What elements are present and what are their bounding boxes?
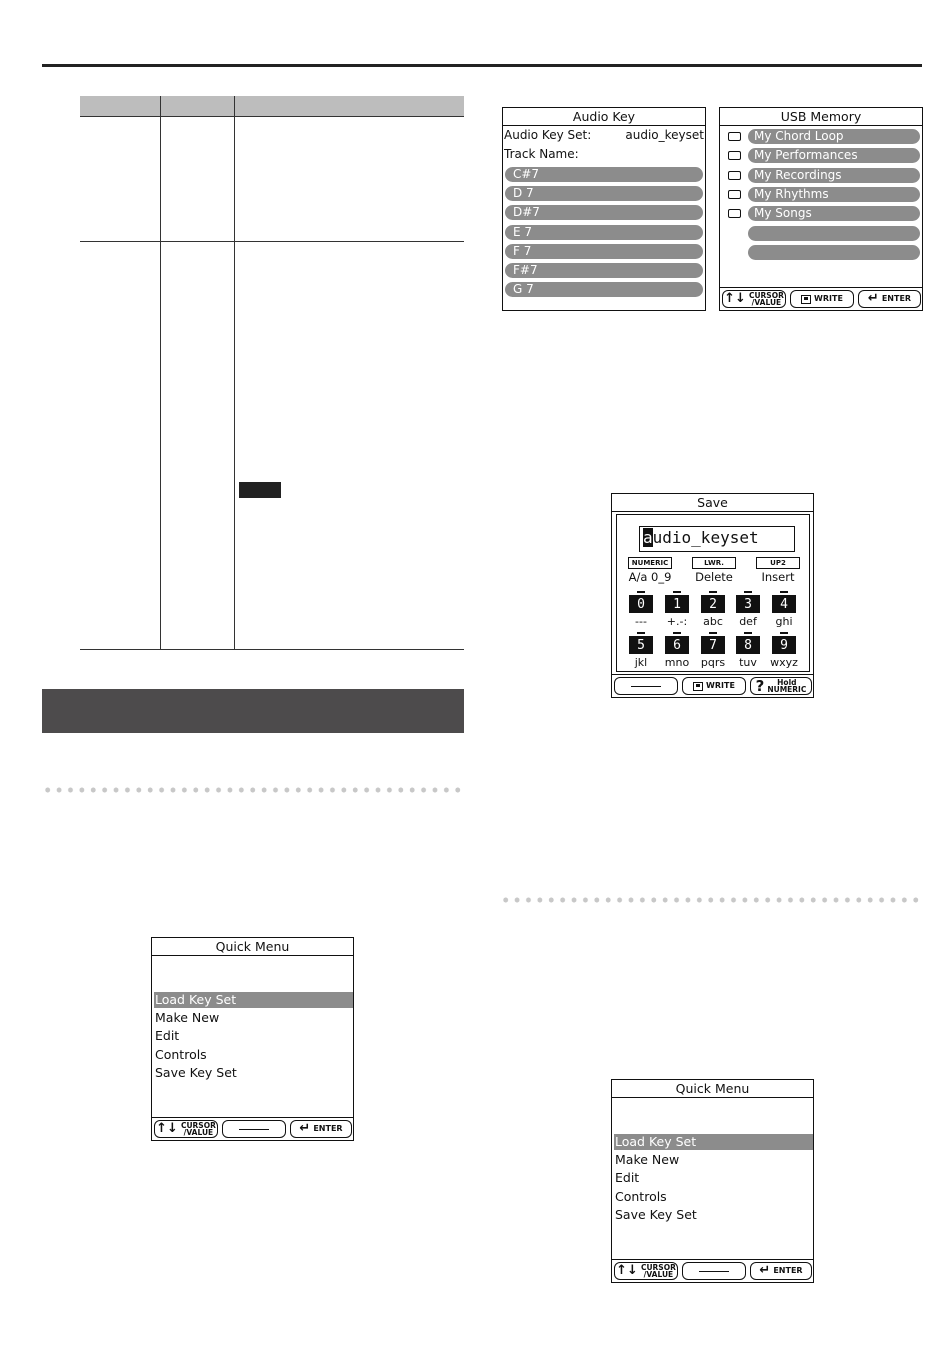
button-label: ENTER — [881, 294, 912, 303]
name-text: udio_keyset — [652, 528, 759, 547]
blank-button[interactable] — [682, 1262, 746, 1280]
blank-button[interactable] — [614, 677, 678, 695]
track-name-label: Track Name: — [504, 147, 579, 161]
number-key[interactable]: 6 — [665, 636, 689, 654]
folder-row[interactable] — [748, 245, 920, 260]
quick-menu-screen — [611, 1079, 814, 1283]
quick-menu-item[interactable]: Make New — [615, 1152, 680, 1168]
help-icon: ? — [755, 677, 765, 695]
quick-menu-item[interactable]: Load Key Set — [614, 1134, 813, 1150]
number-key[interactable]: 5 — [629, 636, 653, 654]
up-down-arrows-icon: ↑↓ — [616, 1263, 638, 1278]
edit-tag[interactable]: NUMERIC — [628, 557, 672, 569]
enter-icon: ↵ — [867, 291, 879, 306]
screen-title: USB Memory — [720, 108, 922, 126]
edit-tag-label: Delete — [695, 570, 733, 584]
cursor-value-button[interactable] — [614, 1262, 678, 1280]
dotted-divider — [500, 897, 922, 903]
table-rule — [80, 649, 464, 650]
table-rule — [80, 241, 464, 242]
track-row[interactable]: C#7 — [505, 167, 703, 182]
folder-icon — [728, 209, 741, 218]
cursor-value-button[interactable] — [722, 290, 786, 308]
table-rule — [80, 116, 464, 117]
button-label: WRITE — [706, 681, 735, 690]
key-letters: mno — [664, 656, 690, 669]
cursor-value-button[interactable] — [154, 1120, 218, 1138]
key-letters: --- — [635, 615, 647, 628]
folder-row[interactable]: My Songs — [748, 206, 920, 221]
folder-icon — [728, 132, 741, 141]
table-header — [80, 96, 464, 116]
quick-menu-item[interactable]: Controls — [155, 1046, 207, 1062]
enter-button[interactable] — [290, 1120, 352, 1138]
button-label: /VALUE — [751, 298, 782, 307]
usb-memory-screen — [719, 107, 923, 311]
key-set-value: audio_keyset — [625, 128, 704, 142]
up-down-arrows-icon: ↑↓ — [724, 291, 746, 306]
track-row[interactable]: F#7 — [505, 263, 703, 278]
up-down-arrows-icon: ↑↓ — [156, 1121, 178, 1136]
number-key[interactable]: 2 — [701, 595, 725, 613]
screen-title: Save — [612, 494, 813, 512]
quick-menu-screen — [151, 937, 354, 1141]
edit-tag[interactable]: UP2 — [756, 557, 800, 569]
write-button[interactable] — [790, 290, 854, 308]
save-screen — [611, 493, 814, 698]
edit-tag-label: A/a 0_9 — [628, 570, 672, 584]
track-row[interactable]: F 7 — [505, 244, 703, 259]
key-letters: wxyz — [770, 656, 798, 669]
enter-button[interactable] — [858, 290, 921, 308]
text-cursor: a — [643, 528, 653, 547]
track-row[interactable]: D 7 — [505, 186, 703, 201]
screen-title: Quick Menu — [612, 1080, 813, 1098]
number-key[interactable]: 4 — [772, 595, 796, 613]
button-label: CURSOR — [640, 1263, 676, 1272]
enter-icon: ↵ — [759, 1263, 771, 1278]
enter-button[interactable] — [750, 1262, 812, 1280]
dotted-divider — [42, 787, 464, 793]
button-label: /VALUE — [183, 1128, 214, 1137]
floppy-icon — [693, 682, 703, 691]
edit-tag-label: Insert — [761, 570, 795, 584]
number-key[interactable]: 0 — [629, 595, 653, 613]
folder-row[interactable]: My Performances — [748, 148, 920, 163]
track-row[interactable]: G 7 — [505, 282, 703, 297]
button-label: ENTER — [773, 1266, 803, 1275]
quick-menu-item[interactable]: Edit — [155, 1028, 180, 1044]
function-bar — [612, 674, 813, 697]
key-set-label: Audio Key Set: — [504, 128, 592, 142]
note-badge — [239, 482, 281, 498]
button-label: /VALUE — [643, 1270, 674, 1279]
floppy-icon — [801, 295, 811, 304]
quick-menu-item[interactable]: Edit — [615, 1170, 640, 1186]
key-letters: jkl — [634, 656, 648, 669]
function-bar — [720, 287, 922, 310]
key-letters: +.-: — [666, 615, 688, 628]
number-key[interactable]: 3 — [736, 595, 760, 613]
section-heading-bar — [42, 689, 464, 733]
folder-icon — [728, 171, 741, 180]
quick-menu-item[interactable]: Load Key Set — [154, 992, 353, 1008]
function-bar — [612, 1259, 813, 1282]
number-key[interactable]: 7 — [701, 636, 725, 654]
table-divider — [160, 96, 161, 650]
key-letters: def — [739, 615, 757, 628]
number-key[interactable]: 8 — [736, 636, 760, 654]
write-button[interactable] — [682, 677, 746, 695]
audio-key-screen — [502, 107, 706, 311]
number-key[interactable]: 1 — [665, 595, 689, 613]
button-label: CURSOR — [180, 1121, 216, 1130]
header-rule — [42, 64, 922, 67]
folder-icon — [728, 190, 741, 199]
button-label: WRITE — [814, 294, 843, 303]
function-bar — [152, 1117, 353, 1140]
key-letters: ghi — [775, 615, 793, 628]
name-input[interactable] — [639, 526, 795, 552]
number-key[interactable]: 9 — [772, 636, 796, 654]
folder-row[interactable] — [748, 226, 920, 241]
quick-menu-item[interactable]: Save Key Set — [155, 1064, 237, 1080]
edit-tag[interactable]: LWR. — [692, 557, 736, 569]
track-row[interactable]: E 7 — [505, 225, 703, 240]
key-letters: tuv — [739, 656, 757, 669]
button-label: CURSOR — [748, 291, 784, 300]
hold-numeric-button[interactable] — [750, 677, 812, 695]
key-letters: abc — [703, 615, 723, 628]
table-divider — [234, 96, 235, 650]
screen-title: Audio Key — [503, 108, 705, 126]
enter-icon: ↵ — [299, 1121, 311, 1136]
key-letters: pqrs — [700, 656, 726, 669]
quick-menu-item[interactable]: Make New — [155, 1010, 220, 1026]
blank-button[interactable] — [222, 1120, 286, 1138]
quick-menu-item[interactable]: Controls — [615, 1188, 667, 1204]
track-row[interactable]: D#7 — [505, 205, 703, 220]
folder-row[interactable]: My Rhythms — [748, 187, 920, 202]
folder-row[interactable]: My Chord Loop — [748, 129, 920, 144]
screen-title: Quick Menu — [152, 938, 353, 956]
quick-menu-item[interactable]: Save Key Set — [615, 1206, 697, 1222]
button-label: NUMERIC — [767, 685, 807, 694]
folder-icon — [728, 151, 741, 160]
button-label: ENTER — [313, 1124, 343, 1133]
button-label: Hold — [777, 678, 797, 687]
folder-row[interactable]: My Recordings — [748, 168, 920, 183]
